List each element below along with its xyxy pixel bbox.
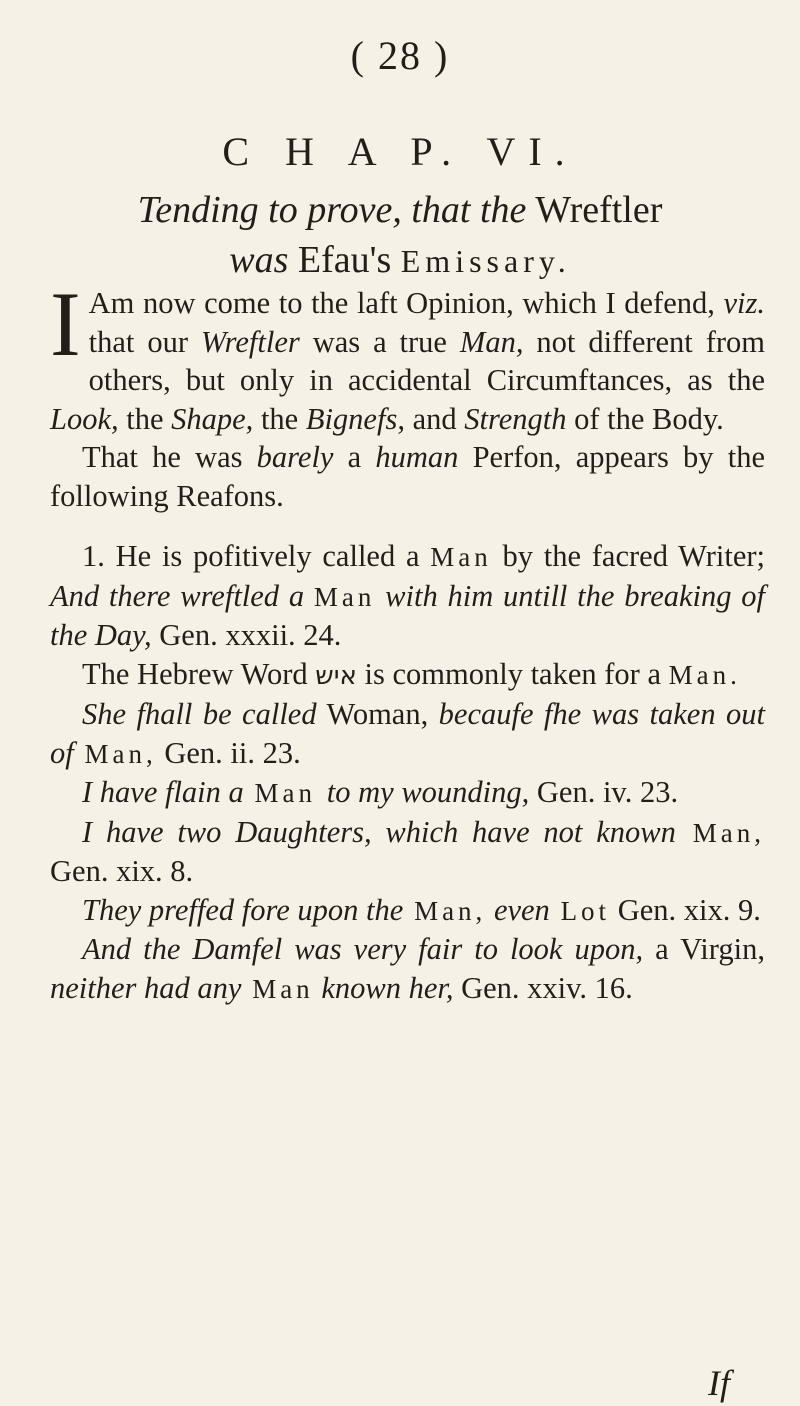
paragraph-quote-gen-4: I have flain a Man to my wounding, Gen. iv. 23. — [82, 775, 679, 809]
page-number: ( 28 ) — [350, 33, 450, 78]
subtitle-emissary: Emissary. — [400, 243, 571, 279]
chapter-subtitle-line-2 — [0, 238, 800, 282]
chapter-subtitle-line-1 — [0, 188, 800, 232]
paragraph-quote-gen-2: She fhall be called Woman, becaufe fhe was taken out of Man, Gen. ii. 23. — [50, 697, 765, 770]
paragraph-hebrew-word: The Hebrew Word איש is commonly taken for a Man. — [82, 656, 741, 691]
paragraph-human-person: That he was barely a human Perfon, appears by the following Reafons. — [50, 440, 765, 513]
drop-cap: I — [50, 273, 81, 375]
subtitle-italic-text: Tending to prove, that the — [137, 189, 527, 231]
paragraph-opinion: I Am now come to the laft Opinion, which I defend, viz. that our Wreftler was a true Man, not different from others, but only in accidental Circumftances, as the Look, the Shape, the Bignefs, and Strength of the Body. — [50, 273, 765, 436]
hebrew-word: איש — [315, 660, 357, 691]
paragraph-quote-gen-24: And the Damfel was very fair to look upon, a Virgin, neither had any Man known her, Gen. xxiv. 16. — [50, 932, 765, 1005]
subtitle-wrestler: Wreftler — [535, 189, 663, 231]
body-text — [50, 273, 766, 1008]
catchword: If — [708, 1363, 730, 1403]
subtitle-was: was — [229, 239, 289, 281]
subtitle-esau: Efau's — [297, 239, 392, 281]
paragraph-quote-gen-19-9: They preffed fore upon the Man, even Lot Gen. xix. 9. — [82, 892, 761, 927]
paragraph-quote-gen-19-8: I have two Daughters, which have not known Man, Gen. xix. 8. — [50, 814, 765, 888]
paragraph-reason-1: 1. He is pofitively called a Man by the facred Writer; And there wreftled a Man with him untill the breaking of the Day, Gen. xxxii. 24. — [50, 539, 766, 652]
chapter-heading: C H A P. VI. — [222, 129, 578, 174]
